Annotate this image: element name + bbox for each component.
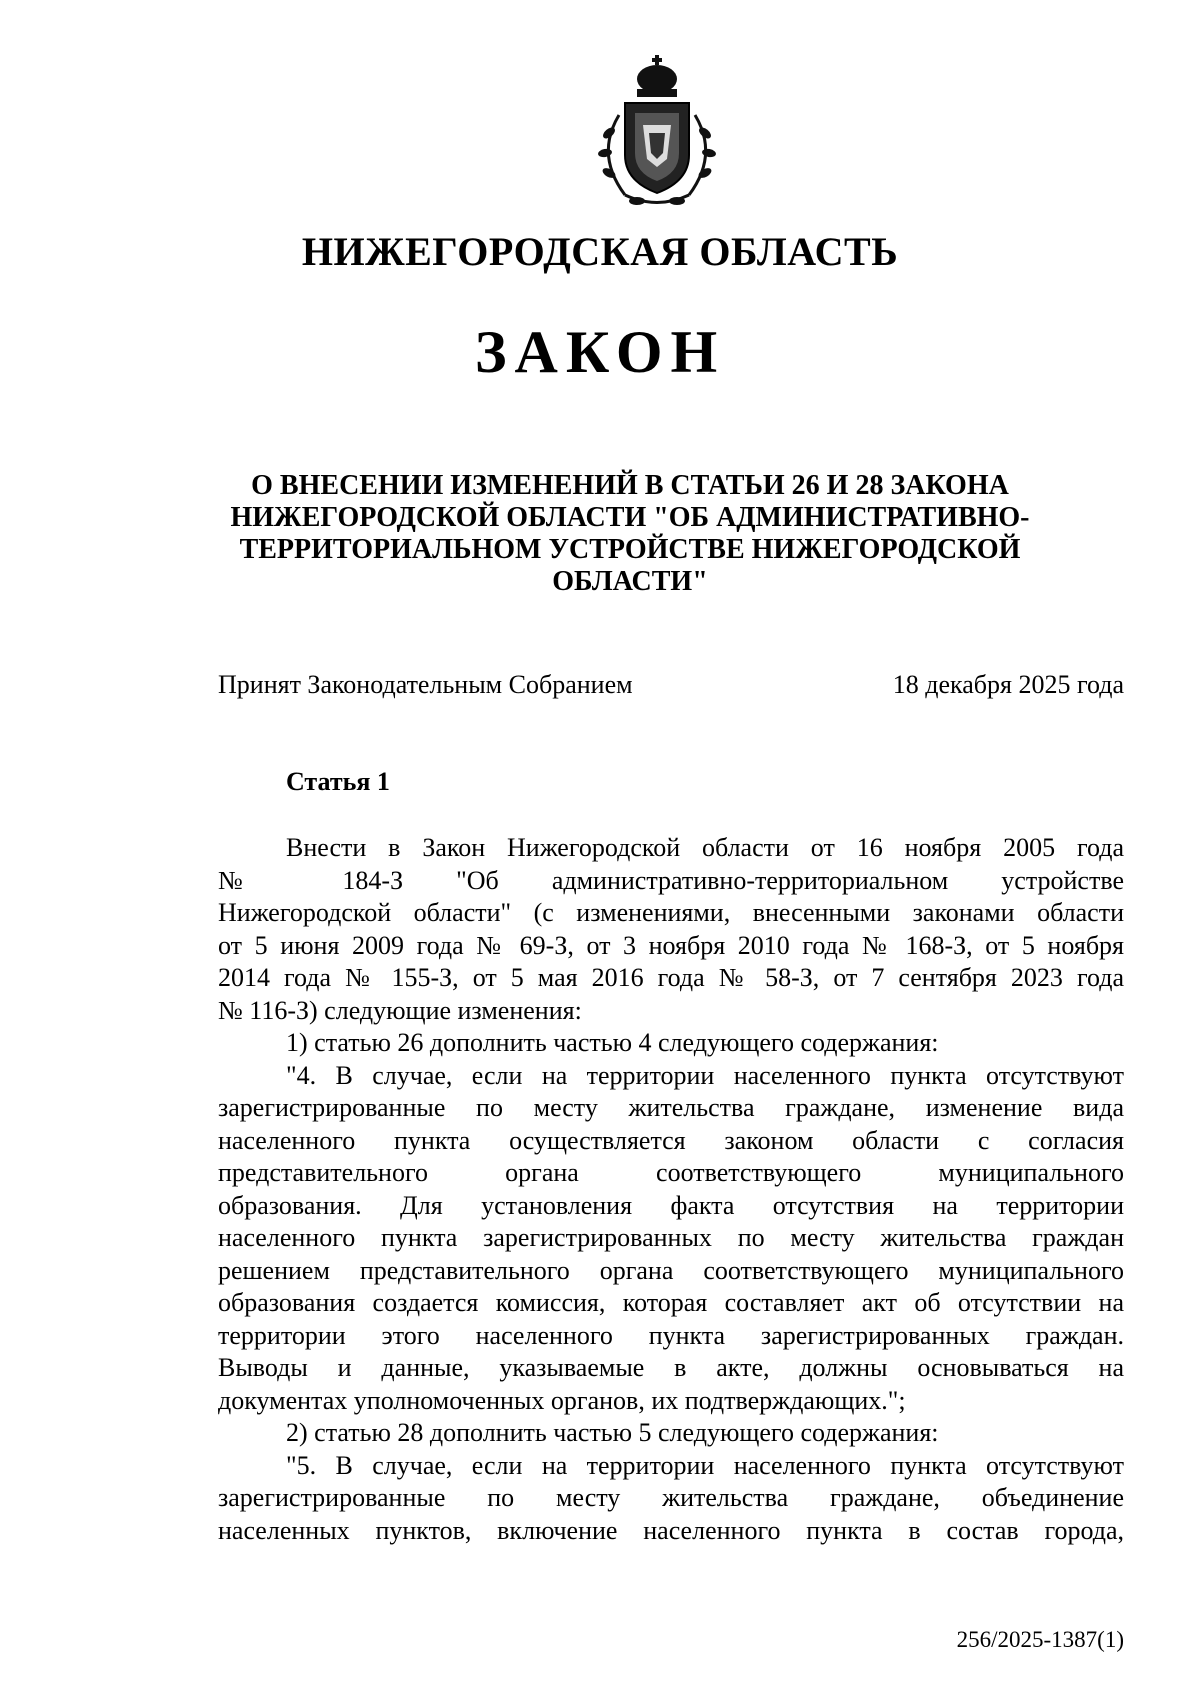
coat-of-arms-emblem xyxy=(585,55,745,210)
body-line: от 5 июня 2009 года № 69-З, от 3 ноября 2010 года № 168-З, от 5 ноября xyxy=(218,930,1124,960)
law-subject-heading xyxy=(230,470,1030,598)
body-line: населенного пункта осуществляется законом области с согласия xyxy=(218,1125,1124,1155)
adoption-label: Принят Законодательным Собранием xyxy=(218,670,633,699)
body-line: 1) статью 26 дополнить частью 4 следующего содержания: xyxy=(286,1028,939,1057)
body-line: документах уполномоченных органов, их подтверждающих."; xyxy=(218,1385,906,1415)
body-line: "5. В случае, если на территории населенного пункта отсутствуют xyxy=(286,1450,1124,1480)
body-line: образования. Для установления факта отсутствия на территории xyxy=(218,1190,1124,1220)
article-body xyxy=(218,832,1124,1547)
subject-line: НИЖЕГОРОДСКОЙ ОБЛАСТИ "ОБ АДМИНИСТРАТИВНО- xyxy=(230,502,1030,533)
adoption-date: 18 декабря 2025 года xyxy=(892,670,1124,699)
body-line: населенных пунктов, включение населенного пункта в состав города, xyxy=(218,1515,1124,1545)
body-line: 2014 года № 155-З, от 5 мая 2016 года № 58-З, от 7 сентября 2023 года xyxy=(218,963,1124,992)
body-line: Внести в Закон Нижегородской области от 16 ноября 2005 года xyxy=(286,833,1124,862)
body-line: населенного пункта зарегистрированных по месту жительства граждан xyxy=(218,1223,1124,1252)
body-line: решением представительного органа соответствующего муниципального xyxy=(218,1255,1124,1285)
subject-line: ТЕРРИТОРИАЛЬНОМ УСТРОЙСТВЕ НИЖЕГОРОДСКОЙ xyxy=(239,534,1021,565)
body-line: образования создается комиссия, которая составляет акт об отсутствии на xyxy=(218,1288,1124,1317)
region-title: НИЖЕГОРОДСКАЯ ОБЛАСТЬ xyxy=(301,229,899,274)
body-line: Нижегородской области" (с изменениями, внесенными законами области xyxy=(218,898,1124,927)
document-number: 256/2025-1387(1) xyxy=(956,1627,1124,1652)
body-line: 2) статью 28 дополнить частью 5 следующего содержания: xyxy=(286,1418,939,1447)
subject-line: О ВНЕСЕНИИ ИЗМЕНЕНИЙ В СТАТЬИ 26 И 28 ЗАКОНА xyxy=(251,470,1009,501)
body-line: № 184-З "Об административно-территориальном устройстве xyxy=(218,865,1124,895)
body-line: Выводы и данные, указываемые в акте, должны основываться на xyxy=(218,1353,1124,1382)
article-title: Статья 1 xyxy=(286,767,390,796)
subject-line: ОБЛАСТИ" xyxy=(552,566,708,597)
body-line: № 116-З) следующие изменения: xyxy=(218,995,582,1025)
body-line: зарегистрированные по месту жительства граждане, изменение вида xyxy=(218,1093,1124,1122)
body-line: представительного органа соответствующего муниципального xyxy=(218,1158,1124,1187)
body-line: зарегистрированные по месту жительства граждане, объединение xyxy=(218,1483,1124,1512)
body-line: "4. В случае, если на территории населенного пункта отсутствуют xyxy=(286,1060,1124,1090)
document-type-title: ЗАКОН xyxy=(474,319,726,385)
body-line: территории этого населенного пункта зарегистрированных граждан. xyxy=(218,1320,1124,1350)
